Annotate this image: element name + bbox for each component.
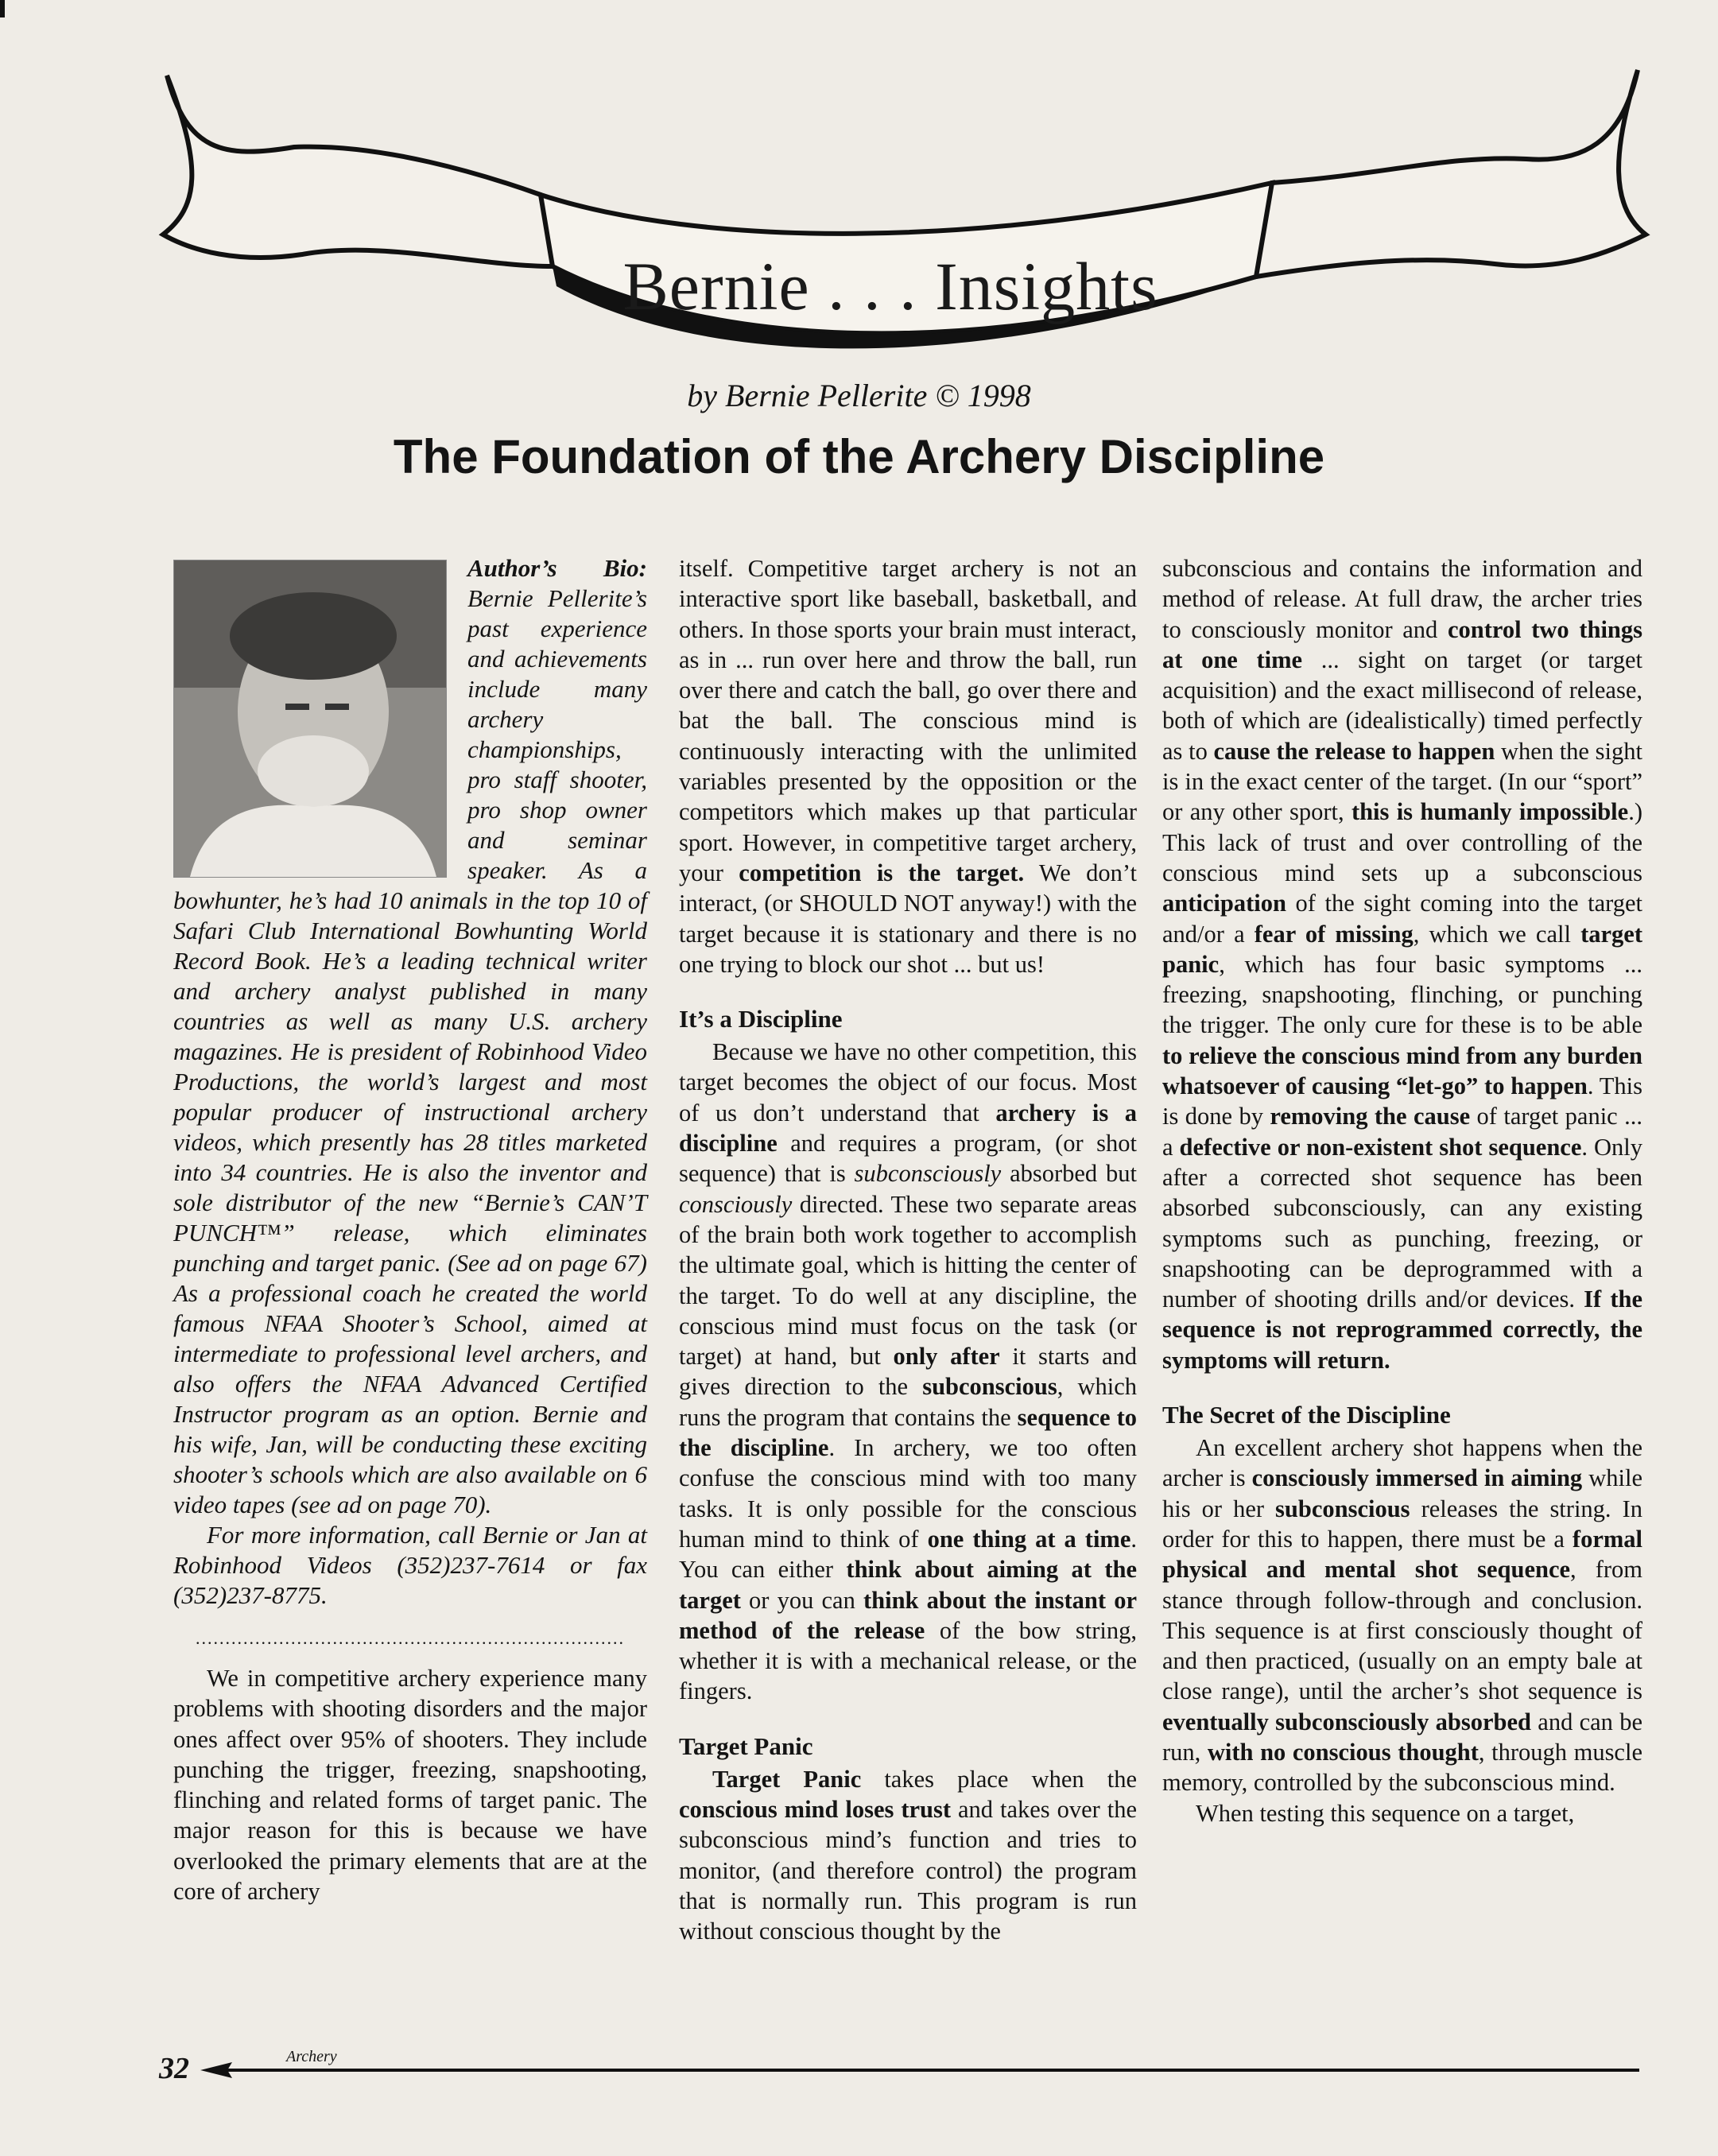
paragraph-intro: We in competitive archery experience many problems with shooting disorders and the major ones affect over 95% of shooters. They include punching the trigger, freezing, snapshooting, flinching and related forms of target panic. The major reason for this is because we have overlooked the primary elements that are at the core of archery xyxy=(173,1665,647,1906)
column-name: Bernie . . . Insights xyxy=(622,248,1158,324)
column-3 xyxy=(1162,553,1642,1828)
heading-discipline: It’s a Discipline xyxy=(679,1005,843,1033)
bio-contact: For more information, call Bernie or Jan at Robinhood Videos (352)237-7614 or fax (352)237-8775. xyxy=(173,1521,647,1609)
edge-mark xyxy=(0,0,5,17)
paragraph-4: Target Panic takes place when the conscious mind loses trust and takes over the subconscious mind’s function and tries to monitor, (and therefore control) the program that is normally run. This program is run without conscious thought by the xyxy=(679,1765,1137,1945)
column-1 xyxy=(173,553,647,1906)
page-number: 32 xyxy=(159,2052,189,2085)
bio-heading: Author’s Bio: xyxy=(467,554,647,582)
rule-line xyxy=(224,2069,1639,2072)
ribbon-left-end xyxy=(163,76,555,266)
author-photo xyxy=(173,560,447,878)
paragraph-5: subconscious and contains the information and method of release. At full draw, the archer tries to consciously monitor and control two things at one time ... sight on target (or target acquisition) and the exact millisecond of release, both of which are (idealistically) timed perfectly as to cause the release to happen when the sight is in the exact center of the target. (In our “sport” or any other sport, this is humanly impossible.) This lack of trust and over controlling of the conscious mind sets up a subconscious anticipation of the sight coming into the target and/or a fear of missing, which we call target panic, which has four basic symptoms ... freezing, snapshooting, flinching, or punching the trigger. The only cure for these is to be able to relieve the conscious mind from any burden whatsoever of causing “let-go” to happen. This is done by removing the cause of target panic ... a defective or non-existent shot sequence. Only after a corrected shot sequence has been absorbed subconsciously, can any existing symptoms such as punching, freezing, or snapshooting can be deprogrammed with a number of shooting drills and/or devices. If the sequence is not reprogrammed correctly, the symptoms will return. xyxy=(1162,555,1643,1374)
author-portrait-icon xyxy=(174,560,446,877)
bio-text: Bernie Pellerite’s past experience and achievements include many archery championships, pro staff shooter, pro shop owner and seminar speaker. As a bowhunter, he’s had 10 animals in the top 10 of Safari Club International Bowhunting World Record Book. He’s a leading technical writer and archery analyst published in many countries as well as many U.S. archery magazines. He is president of Robinhood Video Productions, the world’s largest and most popular producer of instructional archery videos, which presently has 28 titles marketed into 34 countries. He is also the inventor and sole distributor of the new “Bernie’s CAN’T PUNCH™” release, which eliminates punching and target panic. (See ad on page 67) As a professional coach he created the world famous NFAA Shooter’s School, aimed at intermediate to professional level archers, and also offers the NFAA Advanced Certified Instructor program as an option. Bernie and his wife, Jan, will be conducting these exciting shooter’s schools which are also available on 6 video tapes (see ad on page 70). xyxy=(173,584,647,1518)
paragraph-2: itself. Competitive target archery is not an interactive sport like baseball, basketball, and others. In those sports your brain must interact, as in ... run over here and throw the ball, run over there and catch the ball, go over there and bat the ball. The conscious mind is continuously interacting with the unlimited variables presented by the opposition or the competitors which makes up that particular sport. However, in competitive target archery, your competition is the target. We don’t interact, (or SHOULD NOT anyway!) with the target because it is stationary and there is no one trying to block our shot ... but us! xyxy=(679,555,1137,978)
heading-target-panic: Target Panic xyxy=(679,1731,813,1760)
heading-secret: The Secret of the Discipline xyxy=(1162,1401,1451,1429)
ribbon-right-end xyxy=(1255,70,1646,277)
article-title: The Foundation of the Archery Discipline xyxy=(393,430,1325,483)
byline: by Bernie Pellerite © 1998 xyxy=(687,378,1031,413)
magazine-name: Archery xyxy=(286,2048,337,2065)
author-bio xyxy=(173,553,647,1611)
footer-arrow-rule xyxy=(200,2059,1639,2083)
paragraph-6: An excellent archery shot happens when the archer is consciously immersed in aiming while his or her subconscious releases the string. In order for this to happen, there must be a formal physical and mental shot sequence, from stance through follow-through and conclusion. This sequence is at first consciously thought of and then practiced, (usually on an empty bale at close range), until the archer’s shot sequence is eventually subconsciously absorbed and can be run, with no conscious thought, through muscle memory, controlled by the subconscious mind. xyxy=(1162,1434,1643,1797)
column-2 xyxy=(679,553,1137,1946)
paragraph-3: Because we have no other competition, this target becomes the object of our focus. Most of us don’t understand that archery is a discipline and requires a program, (or shot sequence) that is subconsciously absorbed but consciously directed. These two separate areas of the brain both work together to accomplish the ultimate goal, which is hitting the center of the target. To do well at any discipline, the conscious mind must focus on the task (or target) at hand, but only after it starts and gives direction to the subconscious, which runs the program that contains the sequence to the discipline. In archery, we too often confuse the conscious mind with too many tasks. It is only possible for the conscious human mind to think of one thing at a time. You can either think about aiming at the target or you can think about the instant or method of the release of the bow string, whether it is with a mechanical release, or the fingers. xyxy=(679,1038,1138,1705)
separator: ........................................................................ xyxy=(196,1628,625,1648)
paragraph-7: When testing this sequence on a target, xyxy=(1196,1799,1575,1827)
